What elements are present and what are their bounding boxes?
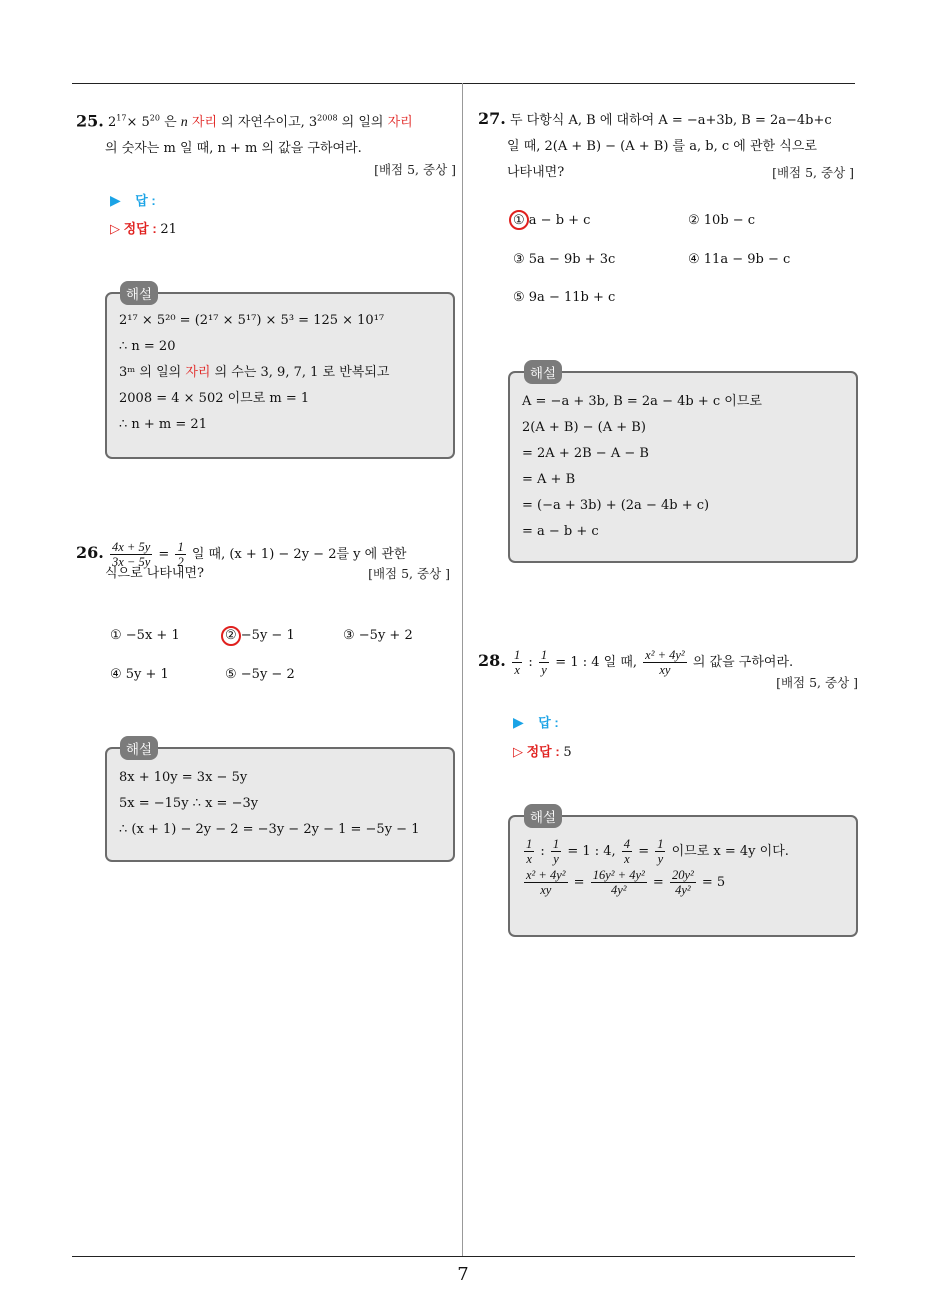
solution-tag: 해설 — [120, 281, 158, 305]
question-number: 28. — [478, 651, 506, 670]
q25-line2: 의 숫자는 m 일 때, n + m 의 값을 구하여라. — [105, 141, 362, 157]
solution-tag: 해설 — [524, 360, 562, 384]
fraction: $\frac{1}{y}$ — [540, 648, 548, 677]
fraction: $\frac{\text{x² + 4y²}}{xy}$ — [645, 648, 685, 677]
column-divider — [462, 83, 463, 1256]
solution-box: $\frac{1}{x}$ : $\frac{1}{y}$ = 1 : 4, $\frac{4}{x}$ = $\frac{1}{y}$ 이므로 x = 4y 이다. $\frac{\text{x² + 4y²}}{xy}$ = $\frac{\text{16y² + 4y²}}{\text{4y²}}$ = $\frac{\text{20y²}}{\text{4y²}}$ = 5 — [508, 815, 858, 937]
selected-circle-icon — [509, 210, 529, 230]
play-icon: ▶ — [110, 192, 121, 208]
choice-2[interactable]: ② 10b − c — [688, 213, 756, 228]
correct-answer: ▷ 정답 : 21 — [110, 221, 177, 237]
question-number: 25. — [76, 111, 104, 131]
solution-tag: 해설 — [524, 804, 562, 828]
correct-answer: ▷ 정답 : 5 — [513, 744, 572, 760]
fraction: $\frac{4x + 5y}{3x - 5y}$ — [111, 540, 151, 569]
bottom-rule — [72, 1256, 855, 1257]
question-26: 26. $\frac{4x + 5y}{3x - 5y}$ = $\frac{1}{2}$ 일 때, (x + 1) − 2y − 2를 y 에 관한 식으로 나타내면? [배점 5, 중상 ] — [76, 540, 456, 587]
points-info: [배점 5, 중상 ] — [772, 165, 854, 180]
choice-1[interactable]: ① a − b + c — [513, 213, 591, 228]
choice-3[interactable]: ③ −5y + 2 — [343, 628, 413, 643]
question-number: 27. — [478, 109, 506, 128]
triangle-outline-icon: ▷ — [513, 744, 523, 759]
choice-3[interactable]: ③ 5a − 9b + 3c — [513, 252, 616, 267]
triangle-outline-icon: ▷ — [110, 221, 120, 236]
question-27: 27. 두 다항식 A, B 에 대하여 A = −a+3b, B = 2a−4b+c 일 때, 2(A + B) − (A + B) 를 a, b, c 에 관한 식으로 나타내면? [배점 5, 중상 ] — [478, 106, 858, 186]
play-icon: ▶ — [513, 714, 524, 730]
question-28: 28. $\frac{1}{x}$ : $\frac{1}{y}$ = 1 : 4 일 때, $\frac{\text{x² + 4y²}}{xy}$ 의 값을 구하여라. [배점 5, 중상 ] — [478, 648, 858, 690]
points-info: [배점 5, 중상 ] — [776, 675, 858, 690]
solution-box: 2¹⁷ × 5²⁰ = (2¹⁷ × 5¹⁷) × 5³ = 125 × 10¹⁷ ∴ n = 20 3ᵐ 의 일의 자리 의 수는 3, 9, 7, 1 로 반복되고 2008 = 4 × 502 이므로 m = 1 ∴ n + m = 21 — [105, 292, 455, 459]
choice-1[interactable]: ① −5x + 1 — [110, 628, 180, 643]
question-number: 26. — [76, 543, 104, 562]
choice-4[interactable]: ④ 11a − 9b − c — [688, 252, 791, 267]
choice-5[interactable]: ⑤ −5y − 2 — [225, 667, 295, 682]
solution-box: A = −a + 3b, B = 2a − 4b + c 이므로 2(A + B) − (A + B) = 2A + 2B − A − B = A + B = (−a + 3b) + (2a − 4b + c) = a − b + c — [508, 371, 858, 563]
fraction: $\frac{1}{2}$ — [177, 540, 184, 569]
question-25 — [76, 106, 456, 178]
page-number: 7 — [457, 1264, 469, 1285]
selected-circle-icon — [221, 626, 241, 646]
choice-2[interactable]: ② −5y − 1 — [225, 628, 295, 643]
answer-line: ▶ 답 : — [513, 714, 559, 730]
choice-4[interactable]: ④ 5y + 1 — [110, 667, 169, 682]
q25-line1: $2^{17}\times 5^{20}$ 은 n 자리 의 자연수이고, $3^{2008}$ 의 일의 자리 — [107, 114, 413, 131]
points-info: [배점 5, 중상 ] — [374, 162, 456, 178]
q26-line2: 식으로 나타내면? — [105, 566, 205, 581]
solution-tag: 해설 — [120, 736, 158, 760]
points-info: [배점 5, 중상 ] — [368, 566, 450, 581]
solution-box: 8x + 10y = 3x − 5y 5x = −15y ∴ x = −3y ∴ (x + 1) − 2y − 2 = −3y − 2y − 1 = −5y − 1 — [105, 747, 455, 862]
fraction: $\frac{1}{x}$ — [513, 648, 521, 677]
choice-5[interactable]: ⑤ 9a − 11b + c — [513, 290, 616, 305]
top-rule — [72, 83, 855, 84]
answer-line: ▶ 답 : — [110, 192, 156, 208]
